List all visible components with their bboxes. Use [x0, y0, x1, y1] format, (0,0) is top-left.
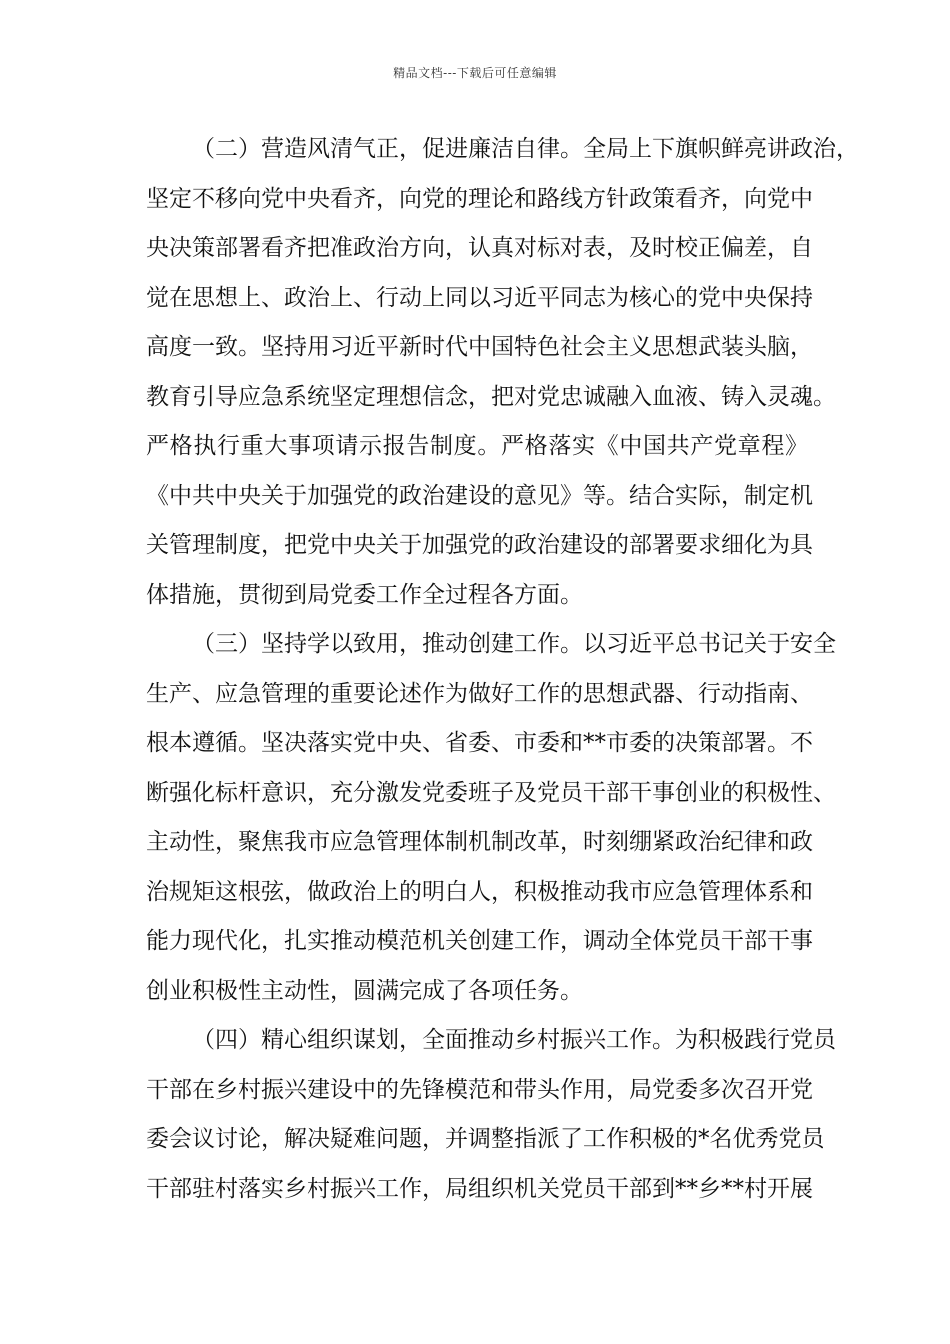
paragraph-2	[146, 125, 859, 620]
text-line: 《中共中央关于加强党的政治建设的意见》等。结合实际，制定机	[146, 482, 813, 509]
text-line: 能力现代化，扎实推动模范机关创建工作，调动全体党员干部干事	[146, 928, 813, 954]
text-line: 关管理制度，把党中央关于加强党的政治建设的部署要求细化为具	[146, 532, 813, 558]
text-line: （三）坚持学以致用，推动创建工作。以习近平总书记关于安全	[192, 631, 836, 657]
text-line: 干部在乡村振兴建设中的先锋模范和带头作用，局党委多次召开党	[146, 1076, 813, 1103]
text-line: 生产、应急管理的重要论述作为做好工作的思想武器、行动指南、	[146, 680, 813, 707]
text-line: 委会议讨论，解决疑难问题，并调整指派了工作积极的*名优秀党员	[146, 1126, 825, 1152]
text-line: 坚定不移向党中央看齐，向党的理论和路线方针政策看齐，向党中	[146, 185, 813, 212]
text-line: 觉在思想上、政治上、行动上同以习近平同志为核心的党中央保持	[146, 284, 813, 311]
text-line: 治规矩这根弦，做政治上的明白人，积极推动我市应急管理体系和	[146, 878, 813, 905]
document-body	[146, 125, 859, 1214]
text-line: 体措施，贯彻到局党委工作全过程各方面。	[146, 581, 583, 608]
paragraph-4	[146, 1016, 836, 1214]
text-line: 断强化标杆意识，充分激发党委班子及党员干部干事创业的积极性、	[146, 779, 836, 806]
text-line: 主动性，聚焦我市应急管理体制机制改革，时刻绷紧政治纪律和政	[146, 829, 813, 855]
paragraph-3	[146, 620, 836, 1016]
text-line: （四）精心组织谋划，全面推动乡村振兴工作。为积极践行党员	[192, 1027, 836, 1053]
page-header: 精品文档---下载后可任意编辑	[393, 66, 557, 80]
text-line: （二）营造风清气正，促进廉洁自律。全局上下旗帜鲜亮讲政治，	[192, 136, 859, 162]
text-line: 央决策部署看齐把准政治方向，认真对标对表，及时校正偏差，自	[146, 235, 813, 261]
text-line: 创业积极性主动性，圆满完成了各项任务。	[146, 977, 583, 1004]
text-line: 根本遵循。坚决落实党中央、省委、市委和**市委的决策部署。不	[146, 730, 813, 756]
text-line: 教育引导应急系统坚定理想信念，把对党忠诚融入血液、铸入灵魂。	[146, 383, 836, 410]
text-line: 高度一致。坚持用习近平新时代中国特色社会主义思想武装头脑，	[146, 334, 813, 360]
text-line: 严格执行重大事项请示报告制度。严格落实《中国共产党章程》	[146, 433, 808, 459]
text-line: 干部驻村落实乡村振兴工作，局组织机关党员干部到**乡**村开展	[146, 1175, 813, 1202]
